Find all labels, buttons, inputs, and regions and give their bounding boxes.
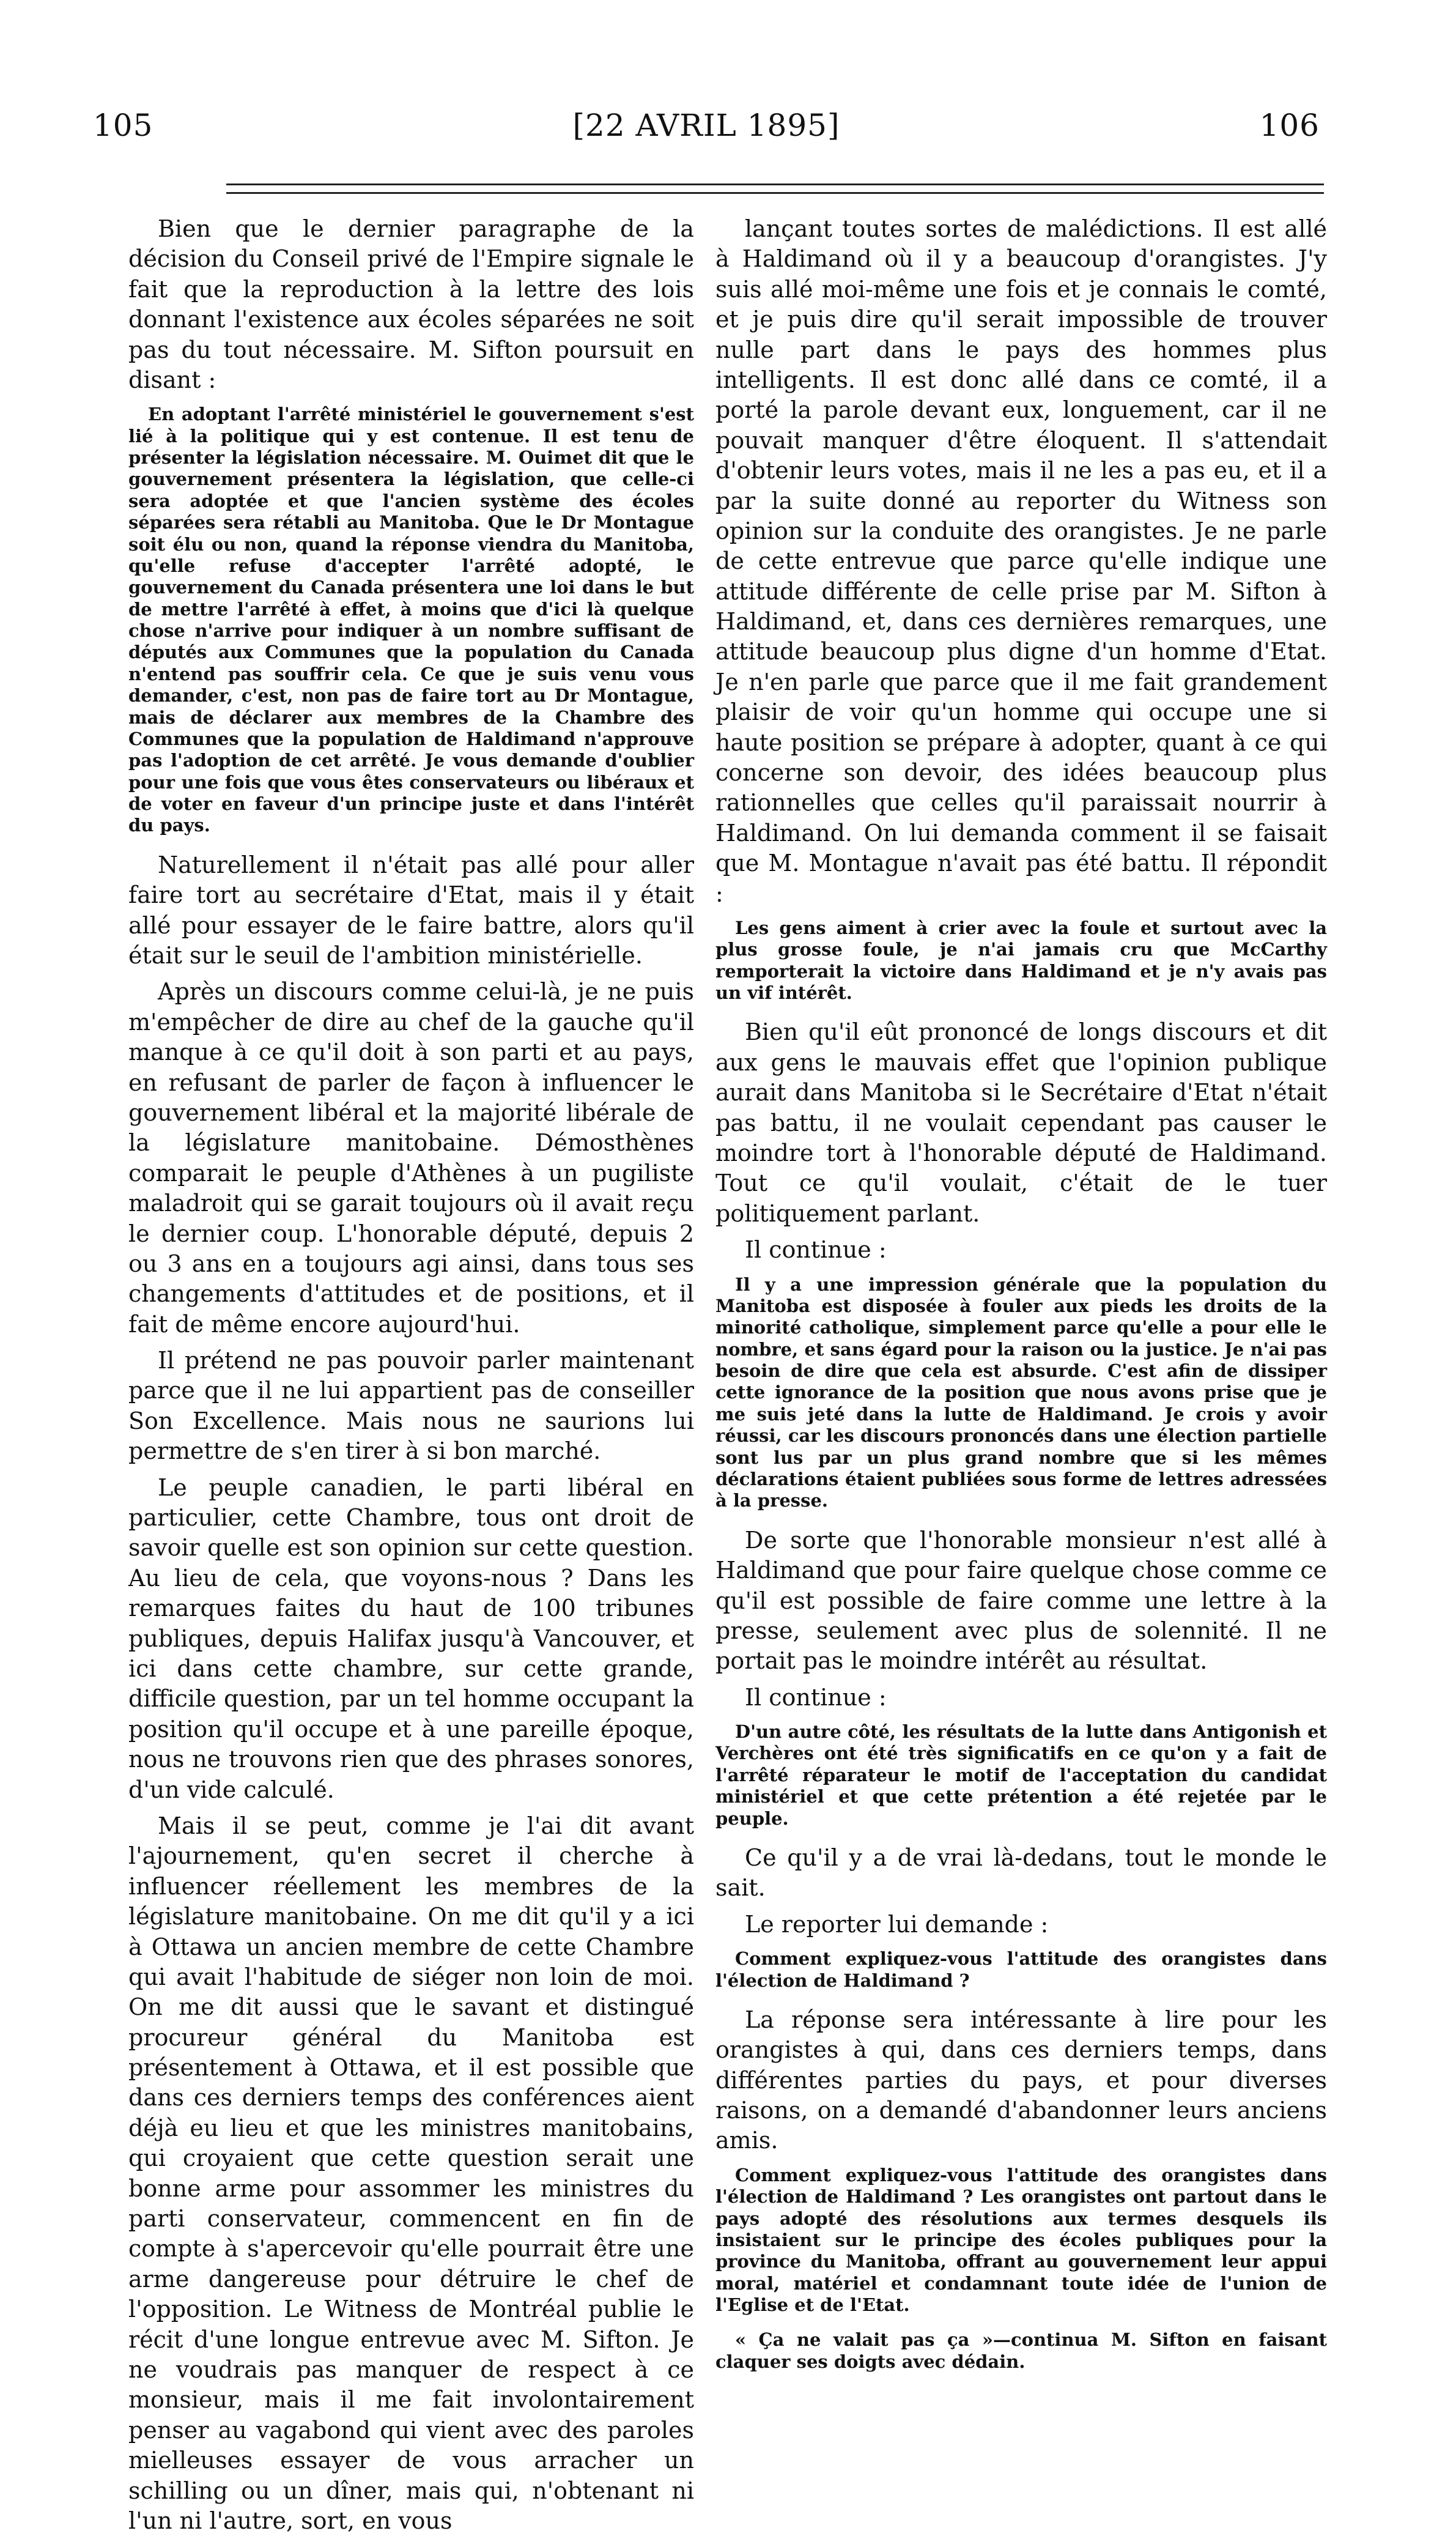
quoted-passage: Il y a une impression générale que la population du Manitoba est disposée à fouler aux pieds les droits de la minorité catholique, simplement parce qu'elle a pour elle le nombre, et sans égard pour la raison ou la justice. Je n'ai pas besoin de dire que cela est absurde. C'est afin de dissiper cette ignorance de la position que nous avons prise que je me suis jeté dans la lutte de Haldimand. Je crois y avoir réussi, car les discours prononcés dans une élection partielle sont lus par un plus grand nombre que si les mêmes déclarations étaient publiées sous forme de lettres adressées à la presse. [715, 1274, 1327, 1511]
paragraph: lançant toutes sortes de malédictions. Il est allé à Haldimand où il y a beaucoup d'orangistes. J'y suis allé moi-même une fois et je connais le comté, et je puis dire qu'il serait impossible de trouver nulle part dans le pays des hommes plus intelligents. Il est donc allé dans ce comté, il a porté la parole devant eux, longuement, car il ne pouvait manquer d'être éloquent. Il s'attendait d'obtenir leurs votes, mais il ne les a pas eu, et il a par la suite donné au reporter du Witness son opinion sur la conduite des orangistes. Je ne parle de cette entrevue que parce qu'elle indique une attitude différente de celle prise par M. Sifton à Haldimand, et, dans ces dernières remarques, une attitude beaucoup plus digne d'un homme d'Etat. Je n'en parle que parce que il me fait grandement plaisir de voir qu'un homme qui occupe une si haute position se prépare à adopter, quant à ce qui concerne son devoir, des idées beaucoup plus rationnelles que celles qu'il paraissait nourrir à Haldimand. On lui demanda comment il se faisait que M. Montague n'avait pas été battu. Il répondit : [715, 215, 1327, 907]
paragraph: Il continue : [745, 1683, 887, 1711]
quoted-passage: En adoptant l'arrêté ministériel le gouvernement s'est lié à la politique qui y est contenue. Il est tenu de présenter la législation nécessaire. M. Ouimet dit que le gouvernement présentera la législation, que celle-ci sera adoptée et que l'ancien système des écoles séparées sera rétabli au Manitoba. Que le Dr Montague soit élu ou non, quand la réponse viendra du Manitoba, qu'elle refuse d'accepter l'arrêté adopté, le gouvernement du Canada présentera une loi dans le but de mettre l'arrêté à effet, à moins que d'ici là quelque chose n'arrive pour indiquer à un nombre suffisant de députés aux Communes que la population du Canada n'entend pas souffrir cela. Ce que je suis venu vous demander, c'est, non pas de faire tort au Dr Montague, mais de déclarer aux membres de la Chambre des Communes que la population de Haldimand n'approuve pas l'adoption de cet arrêté. Je vous demande d'oublier pour une fois que vous êtes conservateurs ou libéraux et de voter en faveur d'un principe juste et dans l'intérêt du pays. [128, 404, 694, 836]
paragraph: Bien qu'il eût prononcé de longs discours et dit aux gens le mauvais effet que l'opinion publique aurait dans Manitoba si le Secrétaire d'Etat n'était pas battu, il ne voulait cependant pas causer le moindre tort à l'honorable député de Haldimand. Tout ce qu'il voulait, c'était de le tuer politiquement parlant. [715, 1018, 1327, 1227]
quoted-passage: Comment expliquez-vous l'attitude des orangistes dans l'élection de Haldimand ? [715, 1948, 1327, 1991]
page-header [86, 108, 1327, 163]
paragraph: Il continue : [745, 1236, 887, 1264]
paragraph: Le reporter lui demande : [745, 1910, 1049, 1938]
paragraph: Naturellement il n'était pas allé pour aller faire tort au secrétaire d'Etat, mais il y était allé pour essayer de le faire battre, alors qu'il était sur le seuil de l'ambition ministérielle. [128, 851, 694, 970]
paragraph: Mais il se peut, comme je l'ai dit avant l'ajournement, qu'en secret il cherche à influencer réellement les membres de la législature manitobaine. On me dit qu'il y a ici à Ottawa un ancien membre de cette Chambre qui avait l'habitude de siéger non loin de moi. On me dit aussi que le savant et distingué procureur général du Manitoba est présentement à Ottawa, et il est possible que dans ces derniers temps des conférences aient déjà eu lieu et que les ministres manitobains, qui croyaient que cette question serait une bonne arme pour assommer les ministres du parti conservateur, commencent en fin de compte à s'apercevoir qu'elle pourrait être une arme dangereuse pour détruire le chef de l'opposition. Le Witness de Montréal publie le récit d'une longue entrevue avec M. Sifton. Je ne voudrais pas manquer de respect à ce monsieur, mais il me fait involontairement penser au vagabond qui vient avec des paroles mielleuses essayer de vous arracher un schilling ou un dîner, mais qui, n'obtenant ni l'un ni l'autre, sort, en vous [128, 1812, 694, 2534]
left-column [128, 214, 694, 2534]
paragraph: Il prétend ne pas pouvoir parler maintenant parce que il ne lui appartient pas de conseiller Son Excellence. Mais nous ne saurions lui permettre de s'en tirer à si bon marché. [128, 1347, 694, 1465]
quoted-passage: Les gens aiment à crier avec la foule et surtout avec la plus grosse foule, je n'ai jamais cru que McCarthy remporterait la victoire dans Haldimand et je n'y avais pas un vif intérêt. [715, 917, 1327, 1004]
paragraph: Bien que le dernier paragraphe de la décision du Conseil privé de l'Empire signale le fait que la reproduction à la lettre des lois donnant l'existence aux écoles séparées ne soit pas du tout nécessaire. M. Sifton poursuit en disant : [128, 215, 694, 393]
paragraph: Le peuple canadien, le parti libéral en particulier, cette Chambre, tous ont droit de savoir quelle est son opinion sur cette question. Au lieu de cela, que voyons-nous ? Dans les remarques faites du haut de 100 tribunes publiques, depuis Halifax jusqu'à Vancouver, et ici dans cette chambre, sur cette grande, difficile question, par un tel homme occupant la position qu'il occupe et à une pareille époque, nous ne trouvons rien que des phrases sonores, d'un vide calculé. [128, 1474, 694, 1803]
page-number-right: 106 [1259, 108, 1320, 143]
paragraph: De sorte que l'honorable monsieur n'est allé à Haldimand que pour faire quelque chose comme ce qu'il est possible de faire comme une lettre à la presse, seulement avec plus de solennité. Il ne portait pas le moindre intérêt au résultat. [715, 1526, 1327, 1675]
quoted-passage: D'un autre côté, les résultats de la lutte dans Antigonish et Verchères ont été très significatifs en ce qu'on y a fait de l'arrêté réparateur le motif de l'acceptation du candidat ministériel et que cette prétention a été rejetée par le peuple. [715, 1721, 1327, 1829]
quoted-passage: « Ça ne valait pas ça »—continua M. Sifton en faisant claquer ses doigts avec dédain. [715, 2329, 1327, 2372]
header-rule-bottom [226, 192, 1324, 194]
paragraph: La réponse sera intéressante à lire pour les orangistes à qui, dans ces derniers temps, dans différentes parties du pays, et pour diverses raisons, on a demandé d'abandonner leurs anciens amis. [715, 2006, 1327, 2154]
paragraph: Après un discours comme celui-là, je ne puis m'empêcher de dire au chef de la gauche qu'il manque à ce qu'il doit à son parti et au pays, en refusant de parler de façon à influencer le gouvernement libéral et la majorité libérale de la législature manitobaine. Démosthènes comparait le peuple d'Athènes à un pugiliste maladroit qui se garait toujours où il avait reçu le dernier coup. L'honorable député, depuis 2 ou 3 ans en a toujours agi ainsi, dans tous ses changements d'attitudes et de positions, et il fait de même encore aujourd'hui. [128, 978, 694, 1338]
paragraph: Ce qu'il y a de vrai là-dedans, tout le monde le sait. [715, 1844, 1327, 1902]
header-rule-top [226, 184, 1324, 185]
right-column [715, 214, 1327, 2372]
page-date: [22 AVRIL 1895] [572, 108, 840, 143]
page-number-left: 105 [93, 108, 153, 143]
quoted-passage: Comment expliquez-vous l'attitude des orangistes dans l'élection de Haldimand ? Les orangistes ont partout dans le pays adopté des résolutions aux termes desquels ils insistaient sur le principe des écoles publiques pour la province du Manitoba, offrant au gouvernement leur appui moral, matériel et condamnant toute idée de l'union de l'Eglise et de l'Etat. [715, 2164, 1327, 2316]
